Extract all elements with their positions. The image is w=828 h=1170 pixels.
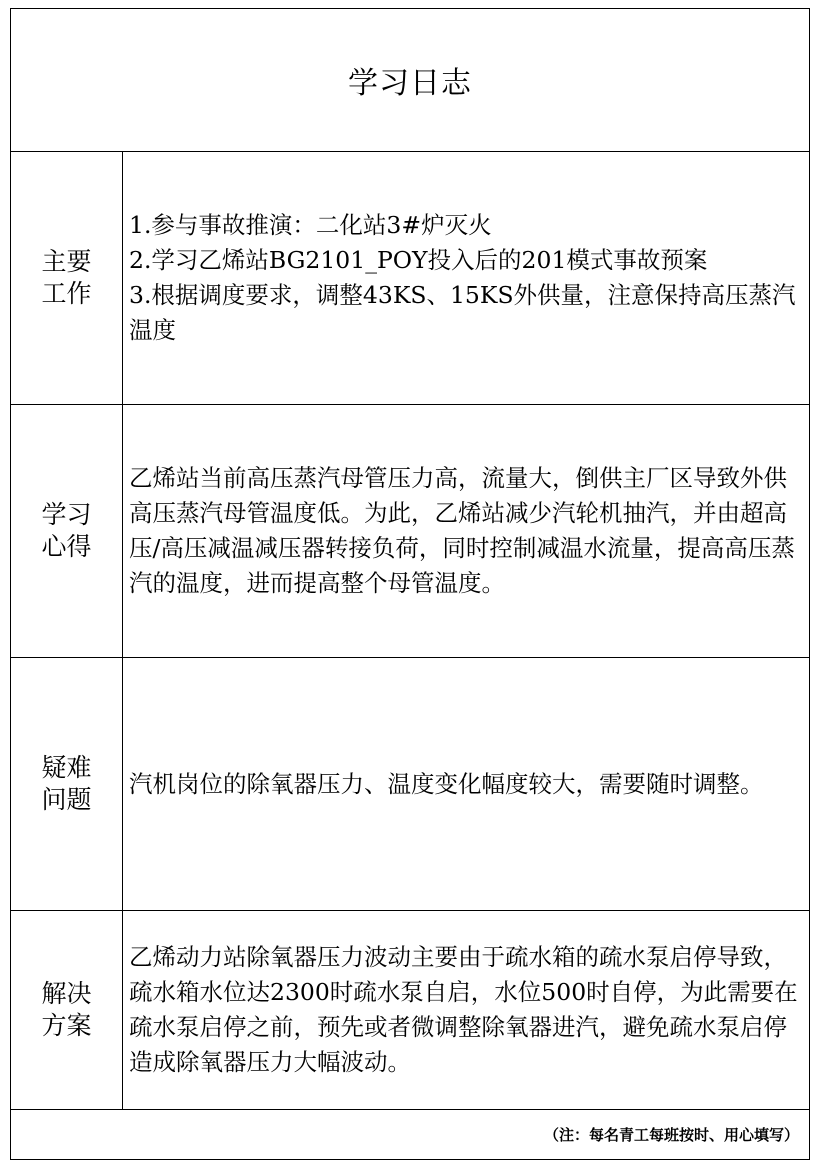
solutions-content: 乙烯动力站除氧器压力波动主要由于疏水箱的疏水泵启停导致，疏水箱水位达2300时疏水泵自启，水位500时自停，为此需要在疏水泵启停之前，预先或者微调整除氧器进汽，避免疏水泵启停造成除氧器压力大幅波动。 (129, 943, 798, 1076)
main-work-label: 主要工作 (41, 247, 92, 308)
label-cell (11, 911, 123, 1109)
section-main-work (11, 152, 809, 405)
label-cell (11, 405, 123, 657)
main-work-item-3: 3.根据调度要求，调整43KS、15KS外供量，注意保持高压蒸汽温度 (129, 281, 796, 344)
label-cell (11, 152, 123, 404)
insights-content: 乙烯站当前高压蒸汽母管压力高，流量大，倒供主厂区导致外供高压蒸汽母管温度低。为此，乙烯站减少汽轮机抽汽，并由超高压/高压减温减压器转接负荷，同时控制减温水流量，提高高压蒸汽的温度，进而提高整个母管温度。 (129, 464, 795, 597)
section-insights (11, 405, 809, 658)
solutions-label: 解决方案 (41, 979, 92, 1040)
title-row (11, 9, 809, 152)
page-title: 学习日志 (348, 66, 472, 101)
content-cell (123, 405, 809, 657)
problems-label: 疑难问题 (41, 753, 92, 814)
main-work-content (129, 208, 803, 348)
content-cell (123, 658, 809, 910)
section-solutions (11, 911, 809, 1110)
main-work-item-2: 2.学习乙烯站BG2101_POY投入后的201模式事故预案 (129, 246, 708, 274)
content-cell (123, 911, 809, 1109)
footer-row (11, 1110, 809, 1159)
insights-label: 学习心得 (41, 500, 92, 561)
content-cell (123, 152, 809, 404)
footer-note: （注：每名青工每班按时、用心填写） (543, 1126, 799, 1144)
main-work-item-1: 1.参与事故推演：二化站3#炉灭火 (129, 211, 492, 239)
label-cell (11, 658, 123, 910)
section-problems (11, 658, 809, 911)
problems-content: 汽机岗位的除氧器压力、温度变化幅度较大，需要随时调整。 (129, 769, 764, 798)
log-form (10, 8, 810, 1160)
